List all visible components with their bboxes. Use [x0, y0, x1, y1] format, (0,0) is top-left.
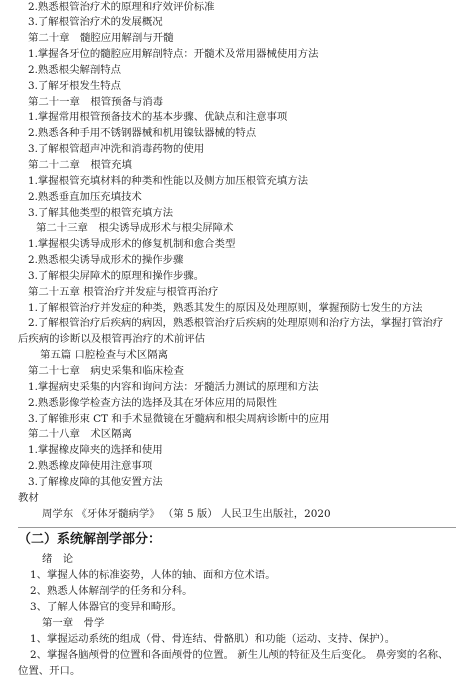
text-line: 1、掌握人体的标准姿势，人体的轴、面和方位术语。 [30, 569, 276, 581]
text-line: 2.熟悉橡皮障使用注意事项 [28, 460, 153, 472]
text-line: 1.了解根管治疗并发症的种类，熟悉其发生的原因及处理原则，掌握预防七发生的方法 [28, 302, 423, 314]
textbook-reference: 周学东 《牙体牙髓病学》 （第 5 版） 人民卫生出版社，2020 [42, 508, 331, 520]
chapter-heading: 第一章 骨学 [42, 617, 105, 629]
text-line: 2.了解根管治疗后疾病的病因，熟悉根管治疗后疾病的处理原则和治疗方法，掌握打管治疗 [28, 317, 444, 329]
text-line: 1.掌握各牙位的髓腔应用解剖特点：开髓术及常用器械使用方法 [28, 48, 319, 60]
text-line: 3.了解根管治疗术的发展概况 [28, 16, 163, 28]
chapter-heading: 第二十二章 根管充填 [28, 159, 132, 171]
text-line: 位置、开口。 [18, 665, 81, 677]
text-line: 3.了解锥形束 CT 和手术显微镜在牙髓病和根尖周病诊断中的应用 [28, 413, 330, 425]
chapter-heading: 第二十章 髓腔应用解剖与开髓 [28, 32, 174, 44]
text-line: 3.了解牙根发生特点 [28, 80, 122, 92]
section-heading: （二）系统解剖学部分： [18, 532, 162, 547]
part-heading: 第五篇 口腔检查与术区隔离 [40, 349, 168, 361]
chapter-heading: 第二十五章 根管治疗并发症与根管再治疗 [28, 286, 219, 298]
chapter-heading: 第二十一章 根管预备与消毒 [28, 96, 164, 108]
text-line: 2.熟悉根尖解剖特点 [28, 64, 122, 76]
text-line: 1.掌握根尖诱导成形术的修复机制和愈合类型 [28, 238, 236, 250]
text-line: 1.掌握病史采集的内容和询问方法：牙髓活力测试的原理和方法 [28, 381, 319, 393]
textbook-label: 教材 [18, 492, 39, 504]
text-line: 1.掌握常用根管预备技术的基本步骤、优缺点和注意事项 [28, 111, 288, 123]
text-line: 2.熟悉根尖诱导成形术的操作步骤 [28, 254, 184, 266]
text-line: 2、掌握各脑颅骨的位置和各面颅骨的位置。 新生儿颅的特征及生后变化。 鼻旁窦的名称、 [30, 649, 449, 661]
text-line: 3.了解根尖屏障术的原理和操作步骤。 [28, 270, 205, 282]
text-line: 3、了解人体器官的变异和畸形。 [30, 601, 183, 613]
text-line: 3.了解橡皮障的其他安置方法 [28, 476, 163, 488]
text-line: 1、掌握运动系统的组成（骨、骨连结、骨骼肌）和功能（运动、支持、保护）。 [30, 633, 396, 645]
chapter-heading: 绪 论 [42, 553, 74, 565]
chapter-heading: 第二十七章 病史采集和临床检查 [28, 365, 184, 377]
chapter-heading: 第二十八章 术区隔离 [28, 428, 132, 440]
chapter-heading: 第二十三章 根尖诱导成形术与根尖屏障术 [36, 222, 234, 234]
text-line: 3.了解根管超声冲洗和消毒药物的使用 [28, 143, 205, 155]
text-line: 2.熟悉影像学检查方法的选择及其在牙体应用的局限性 [28, 397, 277, 409]
text-line: 2.熟悉各种手用不锈钢器械和机用镍钛器械的特点 [28, 127, 257, 139]
text-line: 1.掌握橡皮障夹的选择和使用 [28, 444, 163, 456]
text-line: 后疾病的诊断以及根管再治疗的术前评估 [18, 333, 206, 345]
text-line: 2.熟悉垂直加压充填技术 [28, 191, 142, 203]
text-line: 2、熟悉人体解剖学的任务和分科。 [30, 585, 193, 597]
text-line: 1.掌握根管充填材料的种类和性能以及侧方加压根管充填方法 [28, 175, 309, 187]
text-line: 2.熟悉根管治疗术的原理和疗效评价标准 [28, 1, 215, 13]
text-line: 3.了解其他类型的根管充填方法 [28, 207, 173, 219]
section-divider [18, 527, 456, 528]
